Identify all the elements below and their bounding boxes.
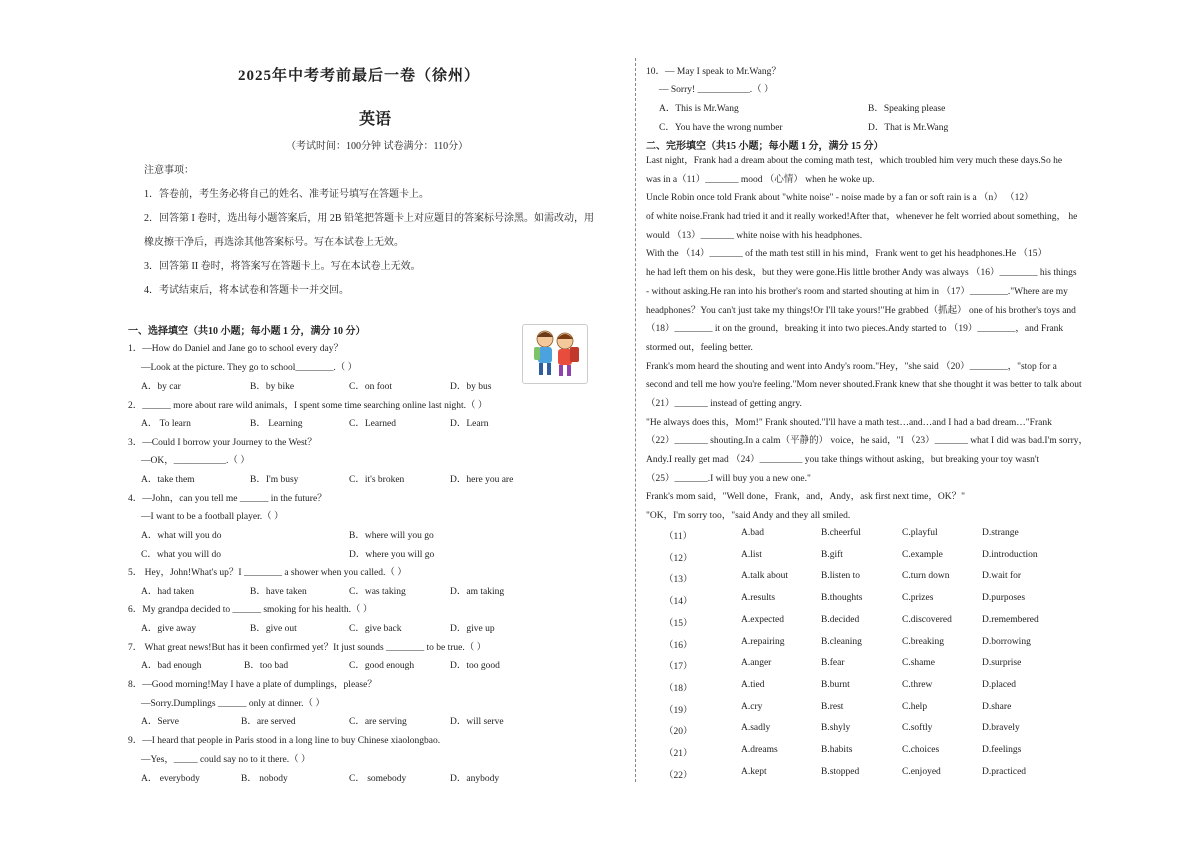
- choice-d[interactable]: D.introduction: [982, 549, 1038, 560]
- blank-number: （19）: [664, 705, 693, 716]
- q6-option-c[interactable]: C．give back: [349, 624, 402, 634]
- q5-option-b[interactable]: B．have taken: [250, 587, 307, 597]
- question-9: 9．—I heard that people in Paris stood in a long line to buy Chinese xiaolongbao.: [128, 736, 441, 746]
- passage-line: - without asking.He ran into his brother's room and started shouting at him in （17）________."Where are my: [646, 286, 1068, 297]
- q9-option-a[interactable]: A． everybody: [141, 774, 200, 784]
- choice-row: [646, 680, 1144, 700]
- question-5: 5． Hey，John!What's up？I ________ a shower when you called.（ ）: [128, 568, 407, 578]
- passage-line: of white noise.Frank had tried it and it really worked!After that，whenever he felt worried about something， he: [646, 212, 1078, 223]
- choice-c[interactable]: C.breaking: [902, 636, 944, 647]
- q4-option-d[interactable]: D．where you will go: [349, 550, 435, 560]
- q2-option-a[interactable]: A． To learn: [141, 419, 191, 429]
- question-4: 4．—John，can you tell me ______ in the future？: [128, 494, 327, 504]
- blank-number: （16）: [664, 640, 693, 651]
- choice-b[interactable]: B.listen to: [821, 571, 861, 582]
- question-3: 3．—Could I borrow your Journey to the West？: [128, 438, 317, 448]
- q5-option-a[interactable]: A．had taken: [141, 587, 195, 597]
- q6-option-b[interactable]: B．give out: [250, 624, 297, 634]
- choice-a[interactable]: A.list: [741, 549, 762, 560]
- passage-line: Last night，Frank had a dream about the coming math test，which troubled him very much these days.So he: [646, 156, 1063, 166]
- question-8-response: —Sorry.Dumplings ______ only at dinner.（ ）: [141, 699, 325, 709]
- subject-title: 英语: [359, 111, 392, 128]
- q10-option-d[interactable]: D．That is Mr.Wang: [868, 123, 949, 133]
- question-9-response: —Yes，_____ could say no to it there.（ ）: [141, 755, 311, 765]
- q2-option-c[interactable]: C．Learned: [349, 419, 396, 429]
- notes-heading: 注意事项：: [144, 165, 194, 176]
- choice-a[interactable]: A.expected: [741, 614, 784, 625]
- choice-c[interactable]: C.softly: [902, 723, 933, 734]
- question-8: 8．—Good morning!May I have a plate of dumplings，please？: [128, 680, 377, 690]
- passage-line: （18）________ it on the ground，breaking it into two pieces.Andy started to （19）________，and Frank: [646, 324, 1064, 335]
- q8-option-b[interactable]: B．are served: [241, 717, 296, 727]
- q4-option-c[interactable]: C．what you will do: [141, 550, 221, 560]
- q5-option-d[interactable]: D．am taking: [450, 587, 505, 597]
- choice-b[interactable]: B.cheerful: [821, 528, 861, 538]
- note-item: 4．考试结束后，将本试卷和答题卡一并交回。: [144, 285, 349, 296]
- q4-option-a[interactable]: A．what will you do: [141, 531, 222, 541]
- passage-line: （22）_______ shouting.In a calm（平静的） voice，he said，"I （23）_______ what I did was bad.I'm sorry，: [646, 436, 1089, 447]
- choice-c[interactable]: C.turn down: [902, 571, 950, 582]
- passage-line: second and tell me how you're feeling."Mom never shouted.Frank knew that she thought it was better to talk about: [646, 380, 1082, 391]
- choice-a[interactable]: A.results: [741, 593, 776, 604]
- choice-c[interactable]: C.choices: [902, 745, 940, 755]
- question-2: 2．______ more about rare wild animals，I spent some time searching online last night.（ ）: [128, 401, 488, 411]
- passage-line: Uncle Robin once told Frank about "white noise" - noise made by a fan or soft rain is a （n） （12）: [646, 193, 1034, 204]
- passage-line: Andy.I really get mad （24）_________ you take things without asking，but breaking your toy wasn't: [646, 455, 1040, 465]
- q7-option-a[interactable]: A．bad enough: [141, 661, 202, 671]
- choice-c[interactable]: C.example: [902, 549, 943, 560]
- choice-a[interactable]: A.anger: [741, 658, 772, 669]
- choice-c[interactable]: C.help: [902, 701, 928, 712]
- note-item: 橡皮擦干净后，再选涂其他答案标号。写在本试卷上无效。: [144, 237, 404, 248]
- choice-c[interactable]: C.shame: [902, 658, 935, 669]
- q9-option-d[interactable]: D．anybody: [450, 774, 500, 784]
- choice-b[interactable]: B.shyly: [821, 723, 851, 734]
- q1-option-c[interactable]: C．on foot: [349, 382, 393, 392]
- choice-c[interactable]: C.playful: [902, 528, 938, 538]
- q10-option-c[interactable]: C．You have the wrong number: [659, 123, 783, 133]
- choice-b[interactable]: B.cleaning: [821, 636, 862, 647]
- q1-option-d[interactable]: D．by bus: [450, 382, 492, 392]
- choice-a[interactable]: A.cry: [741, 701, 763, 712]
- q1-option-b[interactable]: B．by bike: [250, 382, 295, 392]
- passage-line: would （13）_______ white noise with his headphones.: [646, 230, 863, 241]
- question-10-response: — Sorry! ___________.（ ）: [659, 85, 774, 95]
- choice-b[interactable]: B.thoughts: [821, 593, 863, 604]
- passage-line: stormed out，feeling better.: [646, 342, 753, 353]
- passage-line: headphones？You can't just take my things!Or I'll take yours!"He grabbed（抓起） one of his brother's toys and: [646, 305, 1076, 316]
- choice-row: [646, 550, 1144, 570]
- cloze-passage: [646, 152, 1144, 526]
- choice-row: [646, 593, 1144, 613]
- choice-row: [646, 571, 1144, 591]
- choice-c[interactable]: C.discovered: [902, 614, 952, 625]
- choice-a[interactable]: A.kept: [741, 766, 767, 777]
- choice-c[interactable]: C.threw: [902, 679, 933, 690]
- q8-option-d[interactable]: D．will serve: [450, 717, 504, 727]
- blank-number: （18）: [664, 683, 693, 694]
- passage-line: he had left them on his desk，but they were gone.His little brother Andy was always （16）________ his things: [646, 268, 1077, 279]
- note-item: 3．回答第 II 卷时，将答案写在答题卡上。写在本试卷上无效。: [144, 261, 421, 272]
- choice-d[interactable]: D.feelings: [982, 745, 1022, 755]
- blank-number: （20）: [664, 727, 693, 738]
- choice-a[interactable]: A.dreams: [741, 745, 778, 755]
- q2-option-b[interactable]: B． Learning: [250, 419, 303, 429]
- passage-line: was in a（11）_______ mood （心情） when he woke up.: [646, 174, 875, 185]
- choice-c[interactable]: C.enjoyed: [902, 766, 941, 777]
- blank-number: （13）: [664, 575, 693, 586]
- kids-walking-illustration: [522, 324, 588, 384]
- blank-number: （21）: [664, 749, 693, 759]
- note-item: 1．答卷前，考生务必将自己的姓名、准考证号填写在答题卡上。: [144, 189, 429, 200]
- q4-option-b[interactable]: B．where will you go: [349, 531, 434, 541]
- question-4-response: —I want to be a football player.（ ）: [141, 512, 284, 522]
- question-3-response: —OK，___________.（ ）: [141, 456, 250, 466]
- q3-option-c[interactable]: C．it's broken: [349, 475, 405, 485]
- q10-option-a[interactable]: A．This is Mr.Wang: [659, 104, 739, 114]
- choice-c[interactable]: C.prizes: [902, 593, 934, 604]
- choice-b[interactable]: B.fear: [821, 658, 845, 669]
- q8-option-a[interactable]: A．Serve: [141, 717, 179, 727]
- q2-option-d[interactable]: D．Learn: [450, 419, 489, 429]
- question-1-response: —Look at the picture. They go to school________.（ ）: [141, 363, 358, 373]
- choice-d[interactable]: D.purposes: [982, 593, 1026, 604]
- choice-b[interactable]: B.habits: [821, 745, 853, 755]
- q7-option-b[interactable]: B．too bad: [244, 661, 289, 671]
- choice-d[interactable]: D.placed: [982, 679, 1017, 690]
- blank-number: （22）: [664, 770, 693, 781]
- choice-row: [646, 615, 1144, 635]
- passage-line: "OK，I'm sorry too，"said Andy and they all smiled.: [646, 511, 851, 522]
- q6-option-d[interactable]: D．give up: [450, 624, 495, 634]
- choice-row: [646, 658, 1144, 678]
- passage-line: Frank's mom heard the shouting and went into Andy's room."Hey，"she said （20）________，"stop for a: [646, 361, 1057, 372]
- q10-option-b[interactable]: B．Speaking please: [868, 104, 946, 114]
- q7-option-d[interactable]: D．too good: [450, 661, 500, 671]
- section1-heading: 一、选择填空（共10 小题；每小题 1 分，满分 10 分）: [128, 326, 366, 337]
- exam-title: 2025年中考考前最后一卷（徐州）: [238, 68, 481, 84]
- choice-b[interactable]: B.stopped: [821, 766, 860, 777]
- blank-number: （12）: [664, 553, 693, 564]
- choice-d[interactable]: D.strange: [982, 528, 1019, 538]
- exam-meta: （考试时间：100分钟 试卷满分：110分）: [286, 141, 469, 152]
- choice-a[interactable]: A.tied: [741, 679, 765, 690]
- choice-d[interactable]: D.practiced: [982, 766, 1027, 777]
- choice-b[interactable]: B.gift: [821, 549, 843, 560]
- q9-option-c[interactable]: C． somebody: [349, 774, 407, 784]
- choice-b[interactable]: B.decided: [821, 614, 860, 625]
- blank-number: （15）: [664, 618, 693, 629]
- q3-option-b[interactable]: B．I'm busy: [250, 475, 299, 485]
- blank-number: （17）: [664, 662, 693, 673]
- q5-option-c[interactable]: C．was taking: [349, 587, 406, 597]
- passage-line: "He always does this，Mom!" Frank shouted."I'll have a math test…and…and I had a bad dream…"Frank: [646, 417, 1052, 428]
- question-10: 10．— May I speak to Mr.Wang？: [646, 67, 781, 77]
- choice-a[interactable]: A.repairing: [741, 636, 785, 647]
- section2-heading: 二、完形填空（共15 小题；每小题 1 分，满分 15 分）: [646, 141, 884, 152]
- question-7: 7． What great news!But has it been confirmed yet？It just sounds ________ to be true.（ ）: [128, 643, 487, 653]
- choice-a[interactable]: A.talk about: [741, 571, 788, 582]
- choice-d[interactable]: D.bravely: [982, 723, 1020, 734]
- note-item: 2．回答第 I 卷时，选出每小题答案后，用 2B 铅笔把答题卡上对应题目的答案标号涂黑。如需改动，用: [144, 213, 594, 224]
- blank-number: （11）: [664, 532, 693, 542]
- passage-line: （21）_______ instead of getting angry.: [646, 398, 802, 409]
- q6-option-a[interactable]: A．give away: [141, 624, 197, 634]
- choice-row: [646, 702, 1144, 722]
- choice-row: [646, 723, 1144, 743]
- choice-d[interactable]: D.wait for: [982, 571, 1022, 582]
- q9-option-b[interactable]: B． nobody: [241, 774, 288, 784]
- question-1: 1．—How do Daniel and Jane go to school every day？: [128, 344, 344, 354]
- q7-option-c[interactable]: C．good enough: [349, 661, 415, 671]
- choice-d[interactable]: D.surprise: [982, 658, 1022, 669]
- choice-a[interactable]: A.bad: [741, 528, 764, 538]
- q3-option-d[interactable]: D．here you are: [450, 475, 514, 485]
- q3-option-a[interactable]: A．take them: [141, 475, 195, 485]
- choice-row: [646, 767, 1144, 787]
- passage-line: （25）_______.I will buy you a new one.": [646, 473, 811, 484]
- q1-option-a[interactable]: A．by car: [141, 382, 181, 392]
- choice-d[interactable]: D.borrowing: [982, 636, 1031, 647]
- blank-number: （14）: [664, 597, 693, 608]
- choice-row: [646, 528, 1144, 548]
- column-divider: [635, 58, 636, 782]
- passage-line: Frank's mom said，"Well done，Frank，and，Andy，ask first next time，OK？": [646, 492, 965, 503]
- choice-row: [646, 637, 1144, 657]
- choice-b[interactable]: B.rest: [821, 701, 844, 712]
- q8-option-c[interactable]: C．are serving: [349, 717, 407, 727]
- passage-line: With the （14）_______ of the math test still in his mind，Frank went to get his headphones.He （15）: [646, 249, 1047, 260]
- choice-d[interactable]: D.remembered: [982, 614, 1039, 625]
- choice-a[interactable]: A.sadly: [741, 723, 771, 734]
- choice-d[interactable]: D.share: [982, 701, 1012, 712]
- choice-b[interactable]: B.burnt: [821, 679, 850, 690]
- choice-row: [646, 745, 1144, 765]
- question-6: 6．My grandpa decided to ______ smoking for his health.（ ）: [128, 605, 373, 615]
